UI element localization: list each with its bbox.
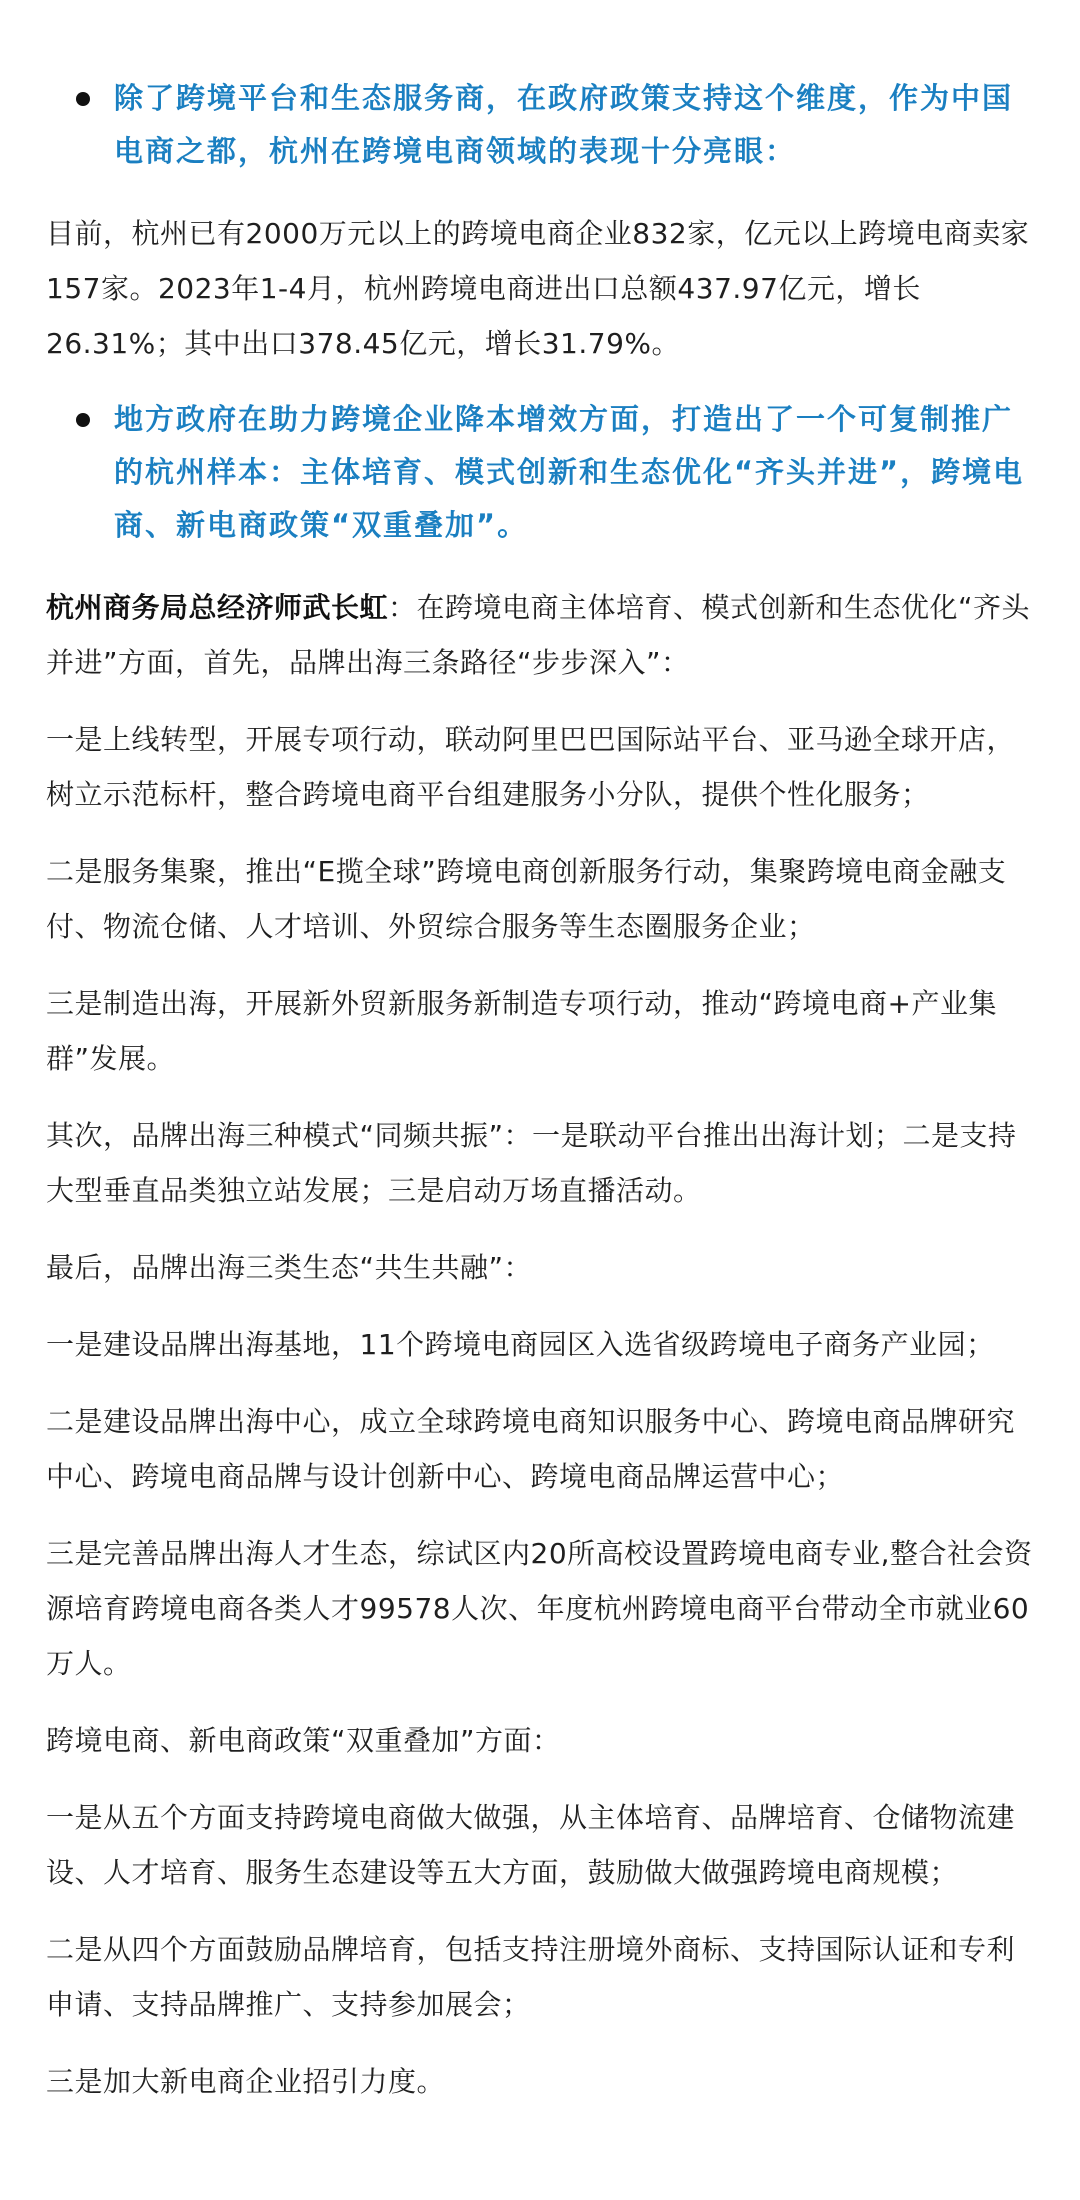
paragraph-policy-intro: 跨境电商、新电商政策“双重叠加”方面：	[46, 1724, 561, 1757]
highlight-text-2: 地方政府在助力跨境企业降本增效方面，打造出了一个可复制推广的杭州样本：主体培育、模式创新和生态优化“齐头并进”，跨境电商、新电商政策“双重叠加”。	[114, 402, 1025, 542]
paragraph-policy-3: 三是加大新电商企业招引力度。	[46, 2065, 446, 2098]
highlight-bullet-1	[46, 72, 1036, 178]
paragraph-ecology-intro: 最后，品牌出海三类生态“共生共融”：	[46, 1251, 533, 1284]
highlight-text-1: 除了跨境平台和生态服务商，在政府政策支持这个维度，作为中国电商之都，杭州在跨境电商领域的表现十分亮眼：	[114, 81, 1014, 168]
paragraph-ecology-1: 一是建设品牌出海基地，11个跨境电商园区入选省级跨境电子商务产业园；	[46, 1328, 995, 1361]
article-body	[46, 72, 1036, 2131]
paragraph-statistics: 目前，杭州已有2000万元以上的跨境电商企业832家，亿元以上跨境电商卖家157家。2023年1-4月，杭州跨境电商进出口总额437.97亿元，增长26.31%；其中出口378.45亿元，增长31.79%。	[46, 217, 1030, 360]
bullet-dot-icon	[76, 92, 90, 106]
paragraph-path-1: 一是上线转型，开展专项行动，联动阿里巴巴国际站平台、亚马逊全球开店，树立示范标杆，整合跨境电商平台组建服务小分队，提供个性化服务；	[46, 723, 1016, 811]
paragraph-ecology-3: 三是完善品牌出海人才生态，综试区内20所高校设置跨境电商专业,整合社会资源培育跨境电商各类人才99578人次、年度杭州跨境电商平台带动全市就业60万人。	[46, 1537, 1033, 1680]
paragraph-path-3: 三是制造出海，开展新外贸新服务新制造专项行动，推动“跨境电商+产业集群”发展。	[46, 987, 997, 1075]
paragraph-modes: 其次，品牌出海三种模式“同频共振”：一是联动平台推出出海计划；二是支持大型垂直品类独立站发展；三是启动万场直播活动。	[46, 1119, 1017, 1207]
bullet-dot-icon	[76, 413, 90, 427]
highlight-bullet-2	[46, 393, 1036, 552]
speaker-quote: ：在跨境电商主体培育、模式创新和生态优化“齐头并进”方面，首先，品牌出海三条路径“步步深入”：	[46, 591, 1031, 679]
paragraph-ecology-2: 二是建设品牌出海中心，成立全球跨境电商知识服务中心、跨境电商品牌研究中心、跨境电商品牌与设计创新中心、跨境电商品牌运营中心；	[46, 1405, 1016, 1493]
paragraph-speaker	[46, 580, 1036, 690]
paragraph-policy-1: 一是从五个方面支持跨境电商做大做强，从主体培育、品牌培育、仓储物流建设、人才培育、服务生态建设等五大方面，鼓励做大做强跨境电商规模；	[46, 1801, 1016, 1889]
speaker-name: 杭州商务局总经济师武长虹	[46, 591, 389, 624]
paragraph-path-2: 二是服务集聚，推出“E揽全球”跨境电商创新服务行动，集聚跨境电商金融支付、物流仓储、人才培训、外贸综合服务等生态圈服务企业；	[46, 855, 1007, 943]
paragraph-policy-2: 二是从四个方面鼓励品牌培育，包括支持注册境外商标、支持国际认证和专利申请、支持品牌推广、支持参加展会；	[46, 1933, 1016, 2021]
